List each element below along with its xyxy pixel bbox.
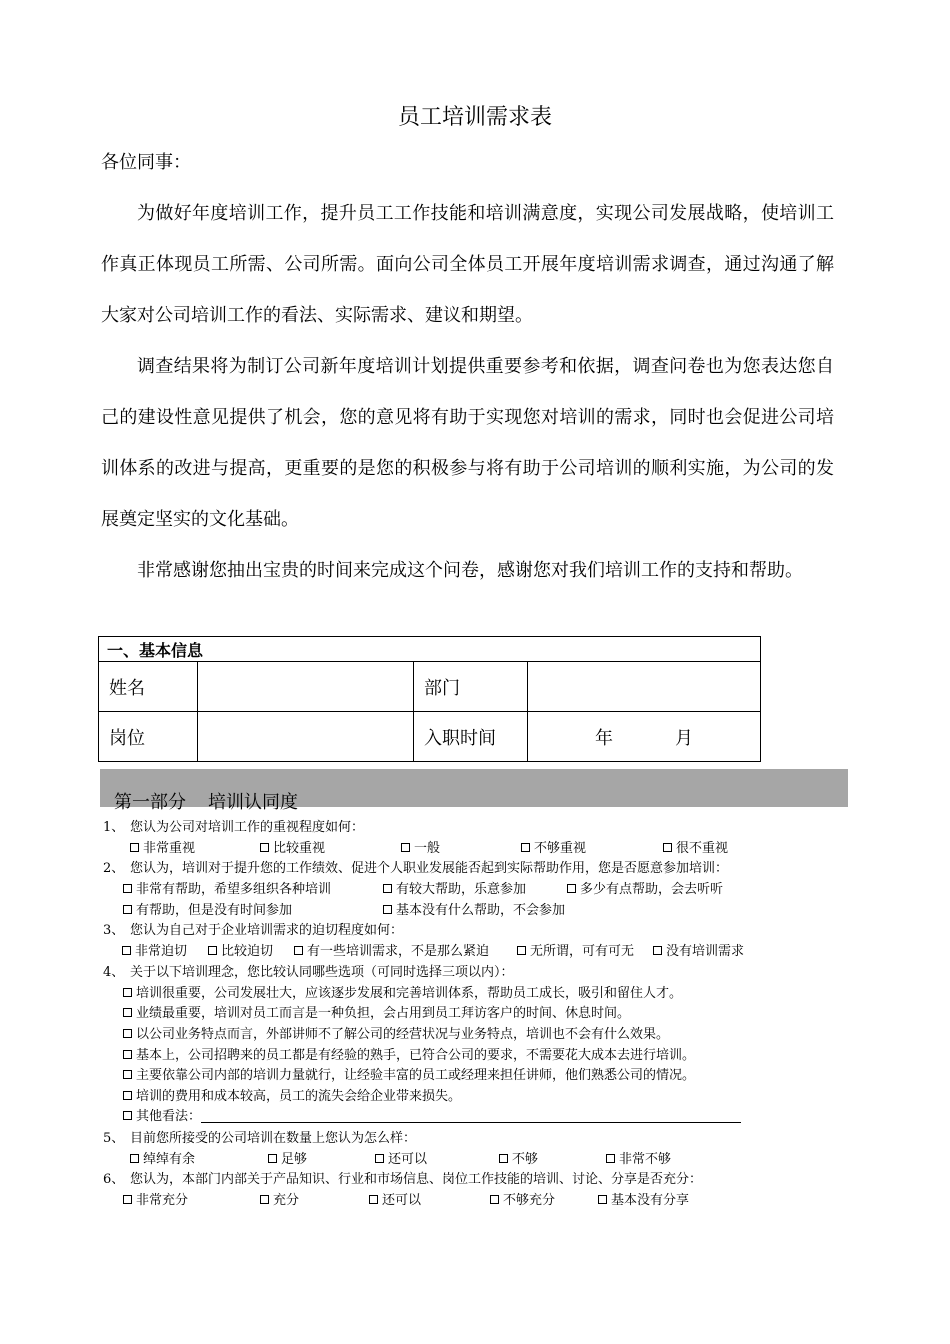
intro-paragraph: 调查结果将为制订公司新年度培训计划提供重要参考和依据，调查问卷也为您表达您自己的建设性意见提供了机会，您的意见将有助于实现您对培训的需求，同时也会促进公司培训体系的改进与提高，更重要的是您的积极参与将有助于公司培训的顺利实施，为公司的发展奠定坚实的文化基础。 [101,356,834,530]
checkbox-icon[interactable] [208,946,217,955]
option-checkbox[interactable]: 足够 [268,1152,307,1168]
intro-paragraph: 非常感谢您抽出宝贵的时间来完成这个问卷，感谢您对我们培训工作的支持和帮助。 [137,560,803,581]
option-checkbox[interactable]: 不够充分 [490,1193,555,1209]
checkbox-icon[interactable] [567,884,576,893]
checkbox-icon[interactable] [123,1091,132,1100]
question-4: 4、 关于以下培训理念，您比较认同哪些选项（可同时选择三项以内）： [103,965,514,980]
checkbox-icon[interactable] [123,905,132,914]
option-checkbox[interactable]: 非常不够 [606,1152,671,1168]
option-checkbox[interactable]: 有较大帮助，乐意参加 [383,882,526,898]
option-checkbox[interactable]: 不够 [499,1152,538,1168]
checkbox-icon[interactable] [123,988,132,997]
option-checkbox[interactable]: 多少有点帮助，会去听听 [567,882,723,898]
section-part: 第一部分 [114,792,186,813]
checkbox-icon[interactable] [653,946,662,955]
option-checkbox[interactable]: 绰绰有余 [130,1152,195,1168]
checkbox-icon[interactable] [369,1195,378,1204]
option-checkbox[interactable]: 非常充分 [123,1193,188,1209]
option-checkbox[interactable]: 非常迫切 [122,944,187,960]
option-checkbox[interactable]: 还可以 [369,1193,421,1209]
year-label: 年 [595,727,613,749]
option-checkbox[interactable]: 很不重视 [663,841,728,857]
checkbox-icon[interactable] [294,946,303,955]
option-checkbox[interactable]: 比较重视 [260,841,325,857]
checkbox-icon[interactable] [260,1195,269,1204]
join-date-field[interactable] [528,712,761,762]
option-checkbox[interactable]: 培训的费用和成本较高，员工的流失会给企业带来损失。 [123,1089,461,1105]
checkbox-icon[interactable] [130,1154,139,1163]
option-checkbox[interactable]: 不够重视 [521,841,586,857]
checkbox-icon[interactable] [517,946,526,955]
checkbox-icon[interactable] [598,1195,607,1204]
checkbox-icon[interactable] [383,905,392,914]
name-field[interactable] [198,662,414,712]
checkbox-icon[interactable] [123,884,132,893]
page-title: 员工培训需求表 [397,105,552,130]
month-label: 月 [675,727,693,749]
question-5: 5、 目前您所接受的公司培训在数量上您认为怎么样： [103,1131,417,1146]
dept-field[interactable] [528,662,761,712]
option-checkbox[interactable]: 充分 [260,1193,299,1209]
checkbox-icon[interactable] [123,1029,132,1038]
checkbox-icon[interactable] [499,1154,508,1163]
option-checkbox[interactable]: 非常重视 [130,841,195,857]
option-checkbox[interactable]: 还可以 [375,1152,427,1168]
option-checkbox[interactable]: 没有培训需求 [653,944,744,960]
salutation: 各位同事： [101,152,191,173]
checkbox-icon[interactable] [122,946,131,955]
option-checkbox-other[interactable]: 其他看法： [123,1109,741,1125]
checkbox-icon[interactable] [123,1070,132,1079]
basic-info-header: 一、基本信息 [99,637,761,662]
option-checkbox[interactable]: 培训很重要，公司发展壮大，应该逐步发展和完善培训体系，帮助员工成长，吸引和留住人才。 [123,986,682,1002]
other-opinion-input[interactable] [201,1109,741,1123]
option-checkbox[interactable]: 主要依靠公司内部的培训力量就行，让经验丰富的员工或经理来担任讲师，他们熟悉公司的情况。 [123,1068,695,1084]
basic-info-table [98,636,761,762]
checkbox-icon[interactable] [260,843,269,852]
section-header [100,769,848,813]
option-checkbox[interactable]: 有帮助，但是没有时间参加 [123,903,292,919]
option-checkbox[interactable]: 基本没有什么帮助，不会参加 [383,903,565,919]
checkbox-icon[interactable] [490,1195,499,1204]
checkbox-icon[interactable] [383,884,392,893]
question-6: 6、 您认为，本部门内部关于产品知识、行业和市场信息、岗位工作技能的培训、讨论、分享是否充分： [103,1172,703,1187]
intro-paragraph: 为做好年度培训工作，提升员工工作技能和培训满意度，实现公司发展战略，使培训工作真正体现员工所需、公司所需。面向公司全体员工开展年度培训需求调查，通过沟通了解大家对公司培训工作的看法、实际需求、建议和期望。 [101,203,834,326]
checkbox-icon[interactable] [123,1050,132,1059]
question-3: 3、 您认为自己对于企业培训需求的迫切程度如何： [103,923,404,938]
option-checkbox[interactable]: 无所谓，可有可无 [517,944,634,960]
dept-label: 部门 [414,662,528,712]
section-name: 培训认同度 [208,792,298,813]
checkbox-icon[interactable] [268,1154,277,1163]
intro-text [101,188,834,596]
checkbox-icon[interactable] [663,843,672,852]
join-date-label: 入职时间 [414,712,528,762]
option-checkbox[interactable]: 基本没有分享 [598,1193,689,1209]
checkbox-icon[interactable] [130,843,139,852]
question-2: 2、 您认为，培训对于提升您的工作绩效、促进个人职业发展能否起到实际帮助作用，您是否愿意参加培训： [103,861,729,876]
option-checkbox[interactable]: 业绩最重要，培训对员工而言是一种负担，会占用到员工拜访客户的时间、休息时间。 [123,1006,630,1022]
name-label: 姓名 [99,662,198,712]
option-checkbox[interactable]: 以公司业务特点而言，外部讲师不了解公司的经营状况与业务特点，培训也不会有什么效果。 [123,1027,669,1043]
checkbox-icon[interactable] [123,1111,132,1120]
checkbox-icon[interactable] [123,1008,132,1017]
checkbox-icon[interactable] [375,1154,384,1163]
checkbox-icon[interactable] [123,1195,132,1204]
section-title [114,788,298,814]
option-checkbox[interactable]: 一般 [401,841,440,857]
option-checkbox[interactable]: 有一些培训需求，不是那么紧迫 [294,944,489,960]
checkbox-icon[interactable] [606,1154,615,1163]
position-label: 岗位 [99,712,198,762]
checkbox-icon[interactable] [401,843,410,852]
position-field[interactable] [198,712,414,762]
option-checkbox[interactable]: 比较迫切 [208,944,273,960]
checkbox-icon[interactable] [521,843,530,852]
option-checkbox[interactable]: 基本上，公司招聘来的员工都是有经验的熟手，已符合公司的要求，不需要花大成本去进行培训。 [123,1048,695,1064]
question-1: 1、 您认为公司对培训工作的重视程度如何： [103,820,365,835]
option-checkbox[interactable]: 非常有帮助，希望多组织各种培训 [123,882,331,898]
